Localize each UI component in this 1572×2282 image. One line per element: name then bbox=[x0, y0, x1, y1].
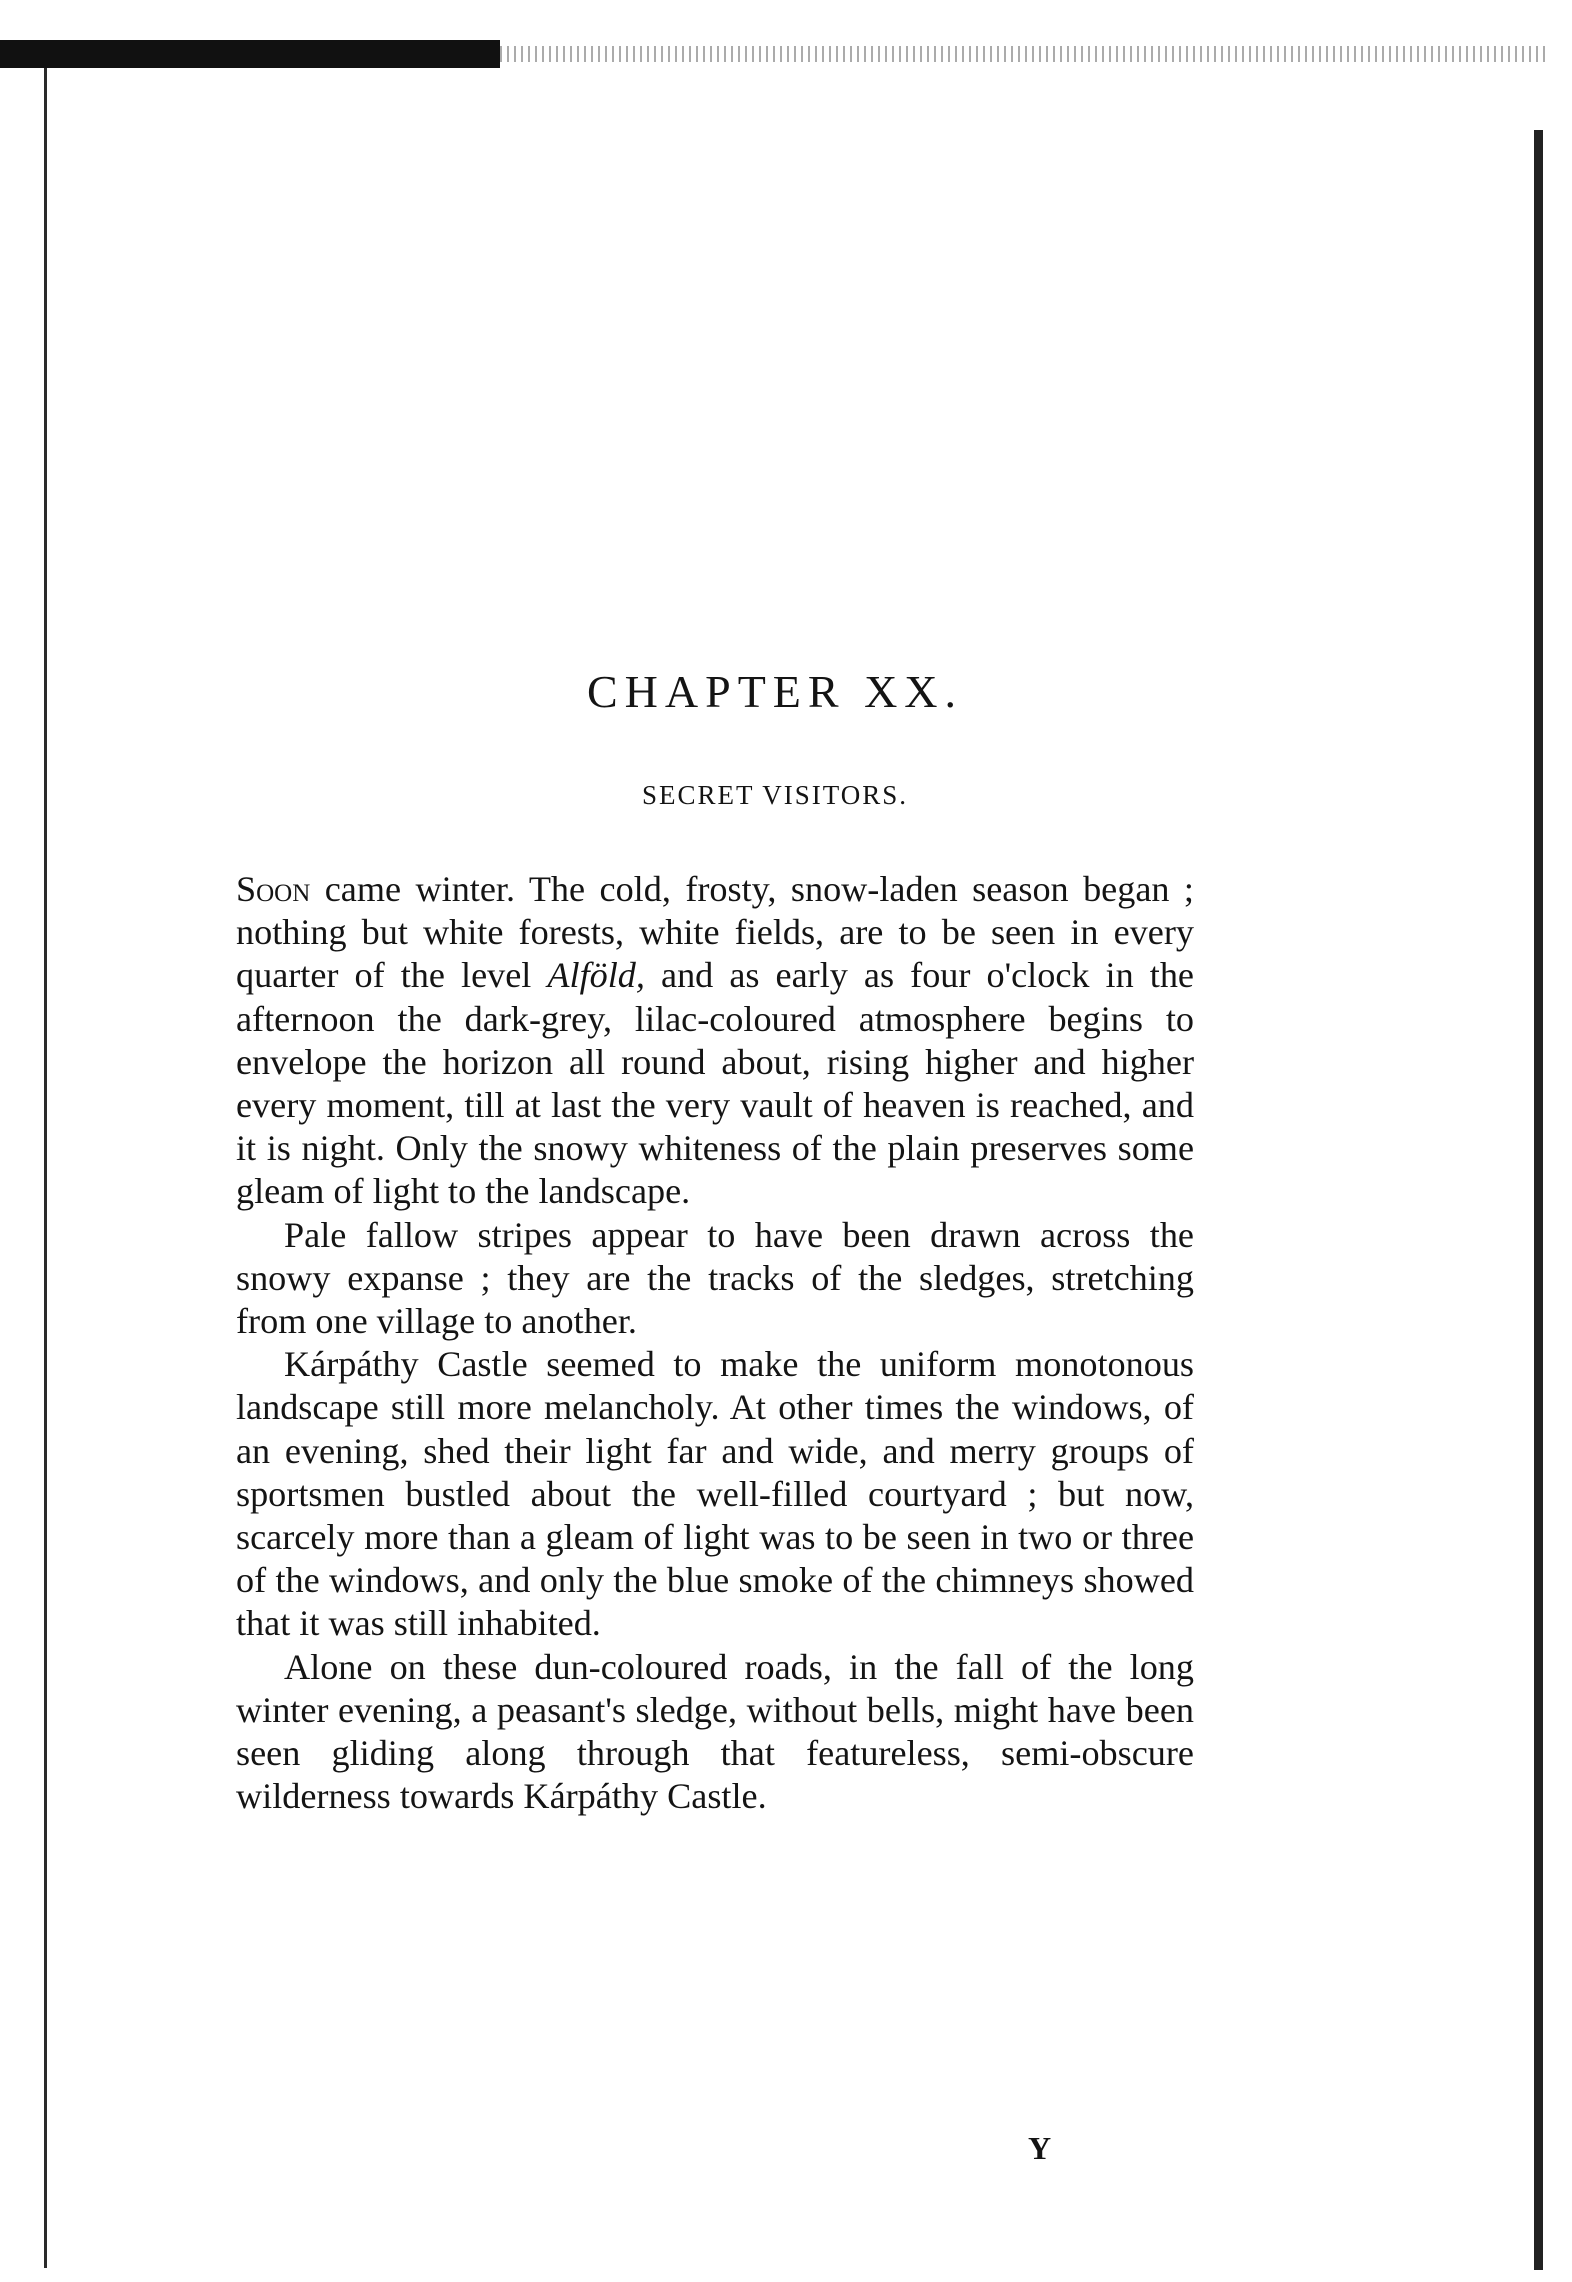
place-name-italic: Alföld, bbox=[547, 955, 645, 996]
paragraph-1-text: came winter. The cold, frosty, snow-laden season began ; nothing but white forests, white fields, are to be seen in every quarter of the level bbox=[236, 869, 1194, 996]
scan-binding-bar bbox=[0, 40, 500, 68]
scan-right-edge bbox=[1534, 130, 1543, 2270]
paragraph-3: Kárpáthy Castle seemed to make the uniform monotonous landscape still more melancholy. At other times the windows, of an evening, shed their light far and wide, and merry groups of sportsmen bustled about the well-filled courtyard ; but now, scarcely more than a gleam of light was to be seen in two or three of the windows, and only the blue smoke of the chimneys showed that it was still inhabited. bbox=[236, 1344, 1194, 1644]
paragraph-1-rest: and as early as four o'clock in the afternoon the dark-grey, lilac-coloured atmosphere begins to envelope the horizon all round about, rising higher and higher every moment, till at last the very vault of heaven is reached, and it is night. Only the snowy whiteness of the plain preserves some gleam of light to the landscape. bbox=[236, 955, 1194, 1212]
chapter-title: CHAPTER XX. bbox=[586, 666, 964, 717]
paragraph-2: Pale fallow stripes appear to have been drawn across the snowy expanse ; they are the tracks of the sledges, stretching from one village to another. bbox=[236, 1214, 1194, 1342]
paragraph-4: Alone on these dun-coloured roads, in the fall of the long winter evening, a peasant's sledge, without bells, might have been seen gliding along through that featureless, semi-obscure wilderness towards Kárpáthy Castle. bbox=[236, 1646, 1194, 1817]
paragraph-lead-word: Soon bbox=[236, 869, 311, 909]
paragraph-1 bbox=[236, 868, 1194, 1214]
scan-binding-fade bbox=[500, 46, 1550, 62]
scan-left-edge bbox=[44, 68, 47, 2268]
body-text bbox=[236, 868, 1194, 1818]
chapter-subtitle: SECRET VISITORS. bbox=[641, 780, 909, 810]
signature-mark: Y bbox=[1028, 2130, 1052, 2166]
